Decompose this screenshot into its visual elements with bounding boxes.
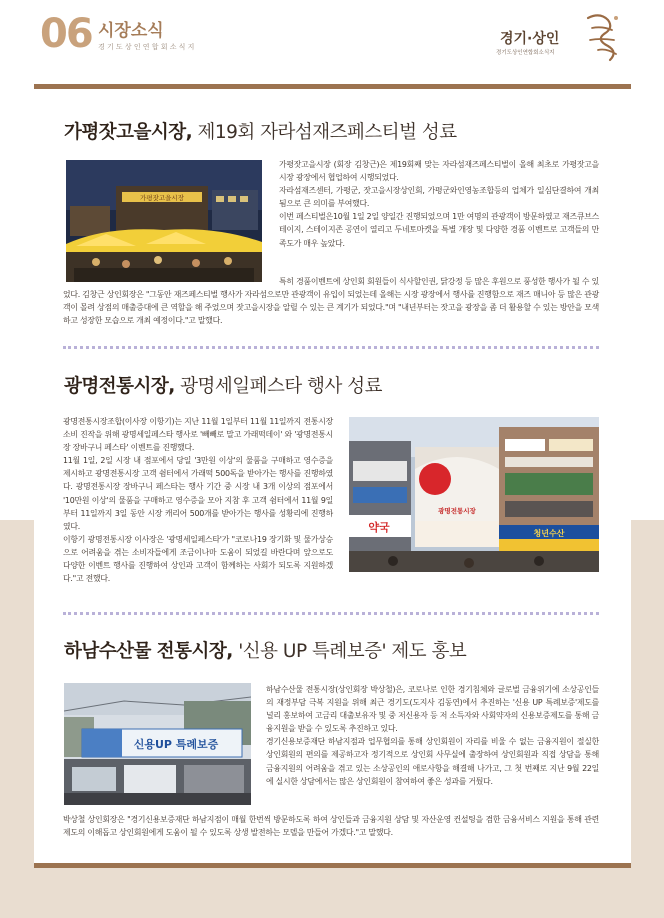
- article-1-photo: [66, 160, 262, 282]
- article-3-photo-banner: 신용UP 특례보증: [133, 738, 219, 751]
- section-title: 시장소식: [98, 21, 164, 41]
- article-3-title-market: 하남수산물 전통시장,: [64, 641, 233, 662]
- article-3-body-top: [266, 683, 599, 788]
- article-1-para-4: 특히 경품이벤트에 상인회 회원들이 식사할인권, 닭강정 등 많은 후원으로 풍성한 행사가 될 수 있었다. 김창근 상인회장은 "그동안 재즈페스티벌 행사가 자라섬으로만 관광객이 유입이 되었는데 올해는 시장 광장에서 행사를 진행함으로 재즈 매니아 등 많은 관광객이 몰려 상점의 매출증대에 큰 역할을 해 주었으며 잣고을시장을 알릴 수 있는 큰 계기가 되었다."며 "내년부터는 잣고을 광장을 좀 더 활용할 수 있는 방안을 모색하고 성장한 모습으로 개최 예정이다."고 말했다.: [63, 277, 599, 326]
- section-number: 06: [40, 11, 92, 57]
- article-1-title-event: 제19회 자라섬재즈페스티벌 성료: [192, 122, 457, 143]
- article-2-photo-sign-market: 광명전통시장: [438, 507, 476, 515]
- article-2-photo-sign-pharmacy: 약국: [368, 521, 390, 534]
- article-1-title-market: 가평잣고을시장,: [64, 122, 193, 143]
- article-1-body-top: [279, 158, 599, 250]
- article-1-para-2: 자라섬재즈센터, 가평군, 잣고을시장상인회, 가평군와인영농조합등의 업체가 일심단결하여 개최됨으로 큰 의미를 부여했다.: [279, 186, 599, 209]
- article-2-photo-sign-fish: 청년수산: [533, 529, 565, 538]
- article-2-para-2: 11월 1일, 2일 시장 내 점포에서 당일 '3만원 이상'의 물품을 구매하고 영수증을 제시하고 광명전통시장 고객 쉼터에서 가래떡 500독을 받아가는 행사를 진행하였다. 광명전통시장 장바구니 페스타는 행사 기간 중 시장 내 3개 이상의 점포에서 '10만원 이상'의 물품을 구매하고 영수증을 모아 지참 후 고객 쉼터에서 11월 9일부터 11일까지 3일 동안 시장 캐리어 500개를 받아가는 행사를 성황리에 진행하였다.: [63, 456, 333, 531]
- article-3-title: [64, 637, 466, 663]
- article-2-para-1: 광명전통시장조합(이사장 이항기)는 지난 11월 1일부터 11월 11일까지 전통시장 소비 진작을 위해 광명세일페스타 행사로 '빼빼로 말고 가래떡데이' 와 '광명전통시장 장바구니 페스타' 이벤트를 진행했다.: [63, 417, 333, 453]
- section-subtitle: 경기도상인연합회소식지: [98, 43, 197, 51]
- article-1-para-1: 가평잣고을시장 (회장 김창근)은 제19회째 맞는 자라섬재즈페스티벌이 올해 최초로 가평잣고을시장 광장에서 협업하여 시행되었다.: [279, 160, 599, 183]
- article-1-body-bottom: [63, 275, 599, 327]
- article-2-para-3: 이항기 광명전통시장 이사장은 '광명세일페스타'가 "코로나19 장기화 및 물가상승으로 어려움을 겪는 소비자들에게 조금이나마 도움이 되었길 바란다며 앞으로도 다양한 이벤트 행사를 진행하여 상인과 고객이 함께하는 사회가 되도록 지원하겠다."고 전했다.: [63, 534, 333, 584]
- article-1-photo-sign: 가평잣고을시장: [140, 194, 184, 202]
- article-2-body: [63, 415, 333, 585]
- article-2-title-event: 광명세일페스타 행사 성료: [174, 376, 382, 397]
- article-3-para-1: 하남수산물 전통시장(상인회장 박상철)은, 코로나로 인한 경기침체와 글로벌 금융위기에 소상공인들의 재정부담 극복 지원을 위해 최근 경기도(도지사 김동연)에서 추진하는 '신용 UP 특례보증'제도를 널리 홍보하여 고금리 대출보유자 및 중 저신용자 등 저 소득자와 사회약자의 신용보증제도를 통해 금융지원을 받을 수 있도록 추진하고 있다.: [266, 685, 599, 734]
- article-3-body-bottom: [63, 813, 599, 839]
- article-2-photo: [349, 417, 599, 572]
- article-2-title-market: 광명전통시장,: [64, 376, 175, 397]
- logo-text: 경기·상인: [500, 31, 560, 47]
- article-3-photo: [64, 683, 251, 805]
- logo-heart-icon: [578, 10, 624, 64]
- divider-2: [63, 612, 599, 615]
- logo-subtext: 경기도상인연합회소식지: [496, 50, 555, 56]
- article-1-para-3: 이번 페스티벌은10월 1일 2일 양일간 진행되었으며 1만 여명의 관광객이 방문하였고 재즈큐브스테이지, 스테이지존 공연이 열리고 두네토마켓을 특별 개장 및 다양한 경품 이벤트로 고객들의 만족도가 매우 높았다.: [279, 212, 599, 248]
- divider-1: [63, 346, 599, 349]
- article-3-para-3: 박상철 상인회장은 "경기신용보증재단 하남지점이 매월 한번씩 방문하도록 하여 상인들과 금융지원 상담 및 자산운영 컨설팅을 겸한 금융서비스 지원을 통해 관련제도의 이해돕고 상인회원에게 도움이 될 수 있도록 상생 발전하는 모델을 만들어 가겠다."고 말했다.: [63, 815, 599, 838]
- article-3-para-2: 경기신용보증재단 하남지점과 업무협의를 통해 상인회원이 자리를 비울 수 없는 금융지원이 절실한 상인회원의 편의를 제공하고자 정기적으로 상인회 사무실에 출장하여 상인회원과 직접 상담을 통해 금융지원의 어려움을 겪고 있는 소상공인의 애로사항을 해결해 나가고, 그 첫 번째로 지난 9월 22일에 실시한 상담에서는 많은 상인회원이 참여하여 좋은 성과를 거뒀다.: [266, 737, 599, 786]
- article-2-title: [64, 372, 382, 398]
- article-1-title: [64, 118, 457, 144]
- article-3-title-event: '신용 UP 특례보증' 제도 홍보: [232, 641, 467, 662]
- page-header: [0, 0, 664, 80]
- newsletter-logo: [496, 10, 628, 68]
